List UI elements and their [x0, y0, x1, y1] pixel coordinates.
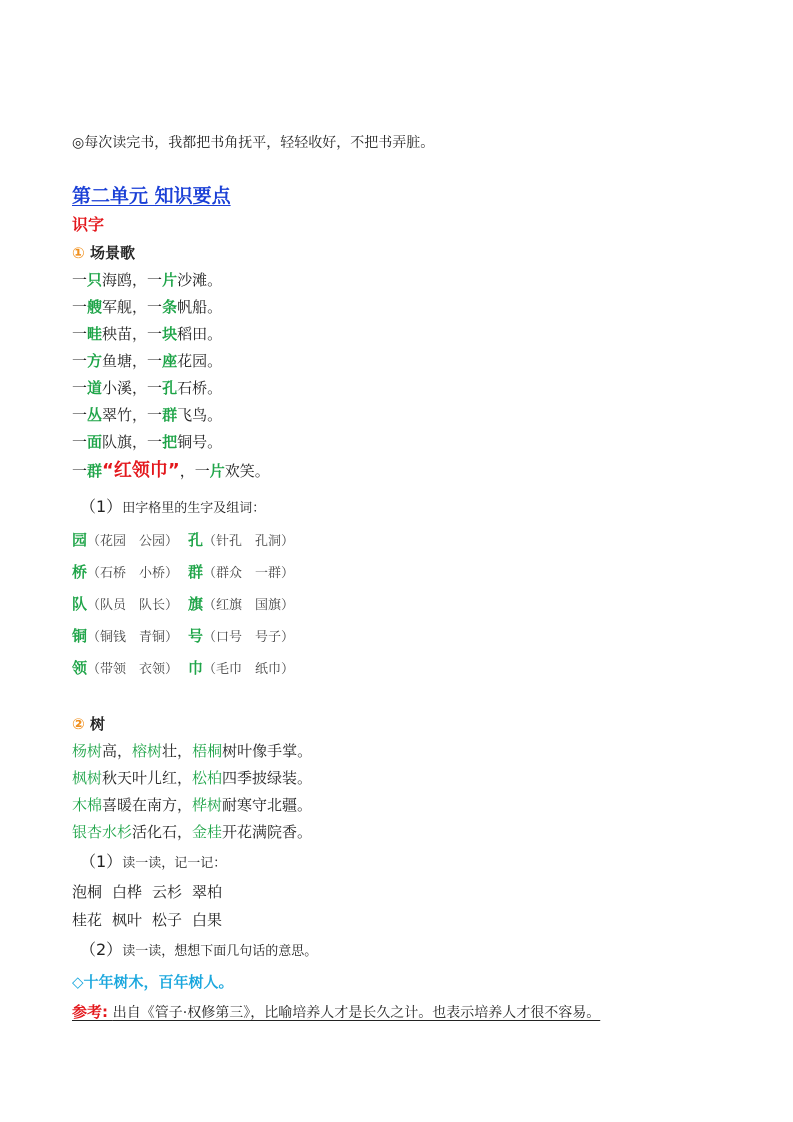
- verse-measure-word: 艘: [87, 298, 103, 316]
- word-examples: （铜钱 青铜）: [87, 630, 179, 645]
- verse-text: 翠竹，: [102, 406, 148, 424]
- word-char: 孔: [188, 531, 204, 549]
- verse-measure-word: 块: [162, 325, 178, 343]
- verse-line-2: [72, 297, 222, 317]
- verse-measure-word: 条: [162, 298, 178, 316]
- tree-name: 梧桐: [192, 742, 223, 760]
- verse-measure-word: 片: [162, 271, 178, 289]
- verse-text: 一: [147, 379, 163, 397]
- word-char: 旗: [188, 595, 204, 613]
- reference-text: 出自《管子·权修第三》，比喻培养人才是长久之计。也表示培养人才很不容易。: [112, 1005, 601, 1021]
- verse-measure-word: 群: [87, 462, 103, 480]
- tree-line-1: [72, 741, 312, 761]
- section1-heading: [72, 243, 135, 263]
- verse-text: 沙滩。: [177, 271, 223, 289]
- section2-question-2: [80, 940, 317, 962]
- read-row-1: [72, 882, 222, 902]
- word-char: 队: [72, 595, 88, 613]
- verse-text: 欢笑。: [224, 462, 270, 480]
- read-word: 枫叶: [112, 911, 143, 929]
- verse-measure-word: 道: [87, 379, 103, 397]
- verse-text: 铜号。: [177, 433, 223, 451]
- tree-text: 活化石，: [132, 823, 193, 841]
- verse-text: 一: [147, 352, 163, 370]
- verse-line-4: [72, 351, 222, 371]
- verse-line-7: [72, 432, 222, 452]
- red-scarf-quote: “红领巾”: [102, 460, 180, 481]
- question-text: 田字格里的生字及组词：: [122, 501, 266, 516]
- word-row-5: [72, 658, 294, 680]
- tree-text: 开花满院香。: [222, 823, 313, 841]
- verse-text: 一: [72, 352, 88, 370]
- verse-text: 一: [72, 325, 88, 343]
- word-examples: （队员 队长）: [87, 598, 179, 613]
- word-char: 桥: [72, 563, 88, 581]
- read-word: 泡桐: [72, 883, 103, 901]
- verse-text: 一: [147, 271, 163, 289]
- tree-name: 枫树: [72, 769, 103, 787]
- tree-name: 桦树: [192, 796, 223, 814]
- word-char: 铜: [72, 627, 88, 645]
- question-number: （1）: [80, 852, 123, 871]
- read-word: 白果: [192, 911, 223, 929]
- section2-heading: [72, 714, 105, 734]
- section1-question-1: [80, 497, 265, 519]
- section1-title: 场景歌: [89, 244, 135, 262]
- section2-title: 树: [89, 715, 105, 733]
- verse-text: 一: [147, 298, 163, 316]
- word-char: 群: [188, 563, 204, 581]
- verse-text: 花园。: [177, 352, 223, 370]
- tree-text: 高，: [102, 742, 133, 760]
- word-row-2: [72, 562, 294, 584]
- verse-measure-word: 孔: [162, 379, 178, 397]
- word-examples: （群众 一群）: [203, 566, 295, 581]
- word-row-4: [72, 626, 294, 648]
- verse-line-3: [72, 324, 222, 344]
- verse-measure-word: 面: [87, 433, 103, 451]
- tree-text: 树叶像手掌。: [222, 742, 313, 760]
- verse-measure-word: 群: [162, 406, 178, 424]
- verse-line-6: [72, 405, 222, 425]
- unit-title: 第二单元 知识要点: [72, 185, 231, 207]
- verse-text: 鱼塘，: [102, 352, 148, 370]
- word-examples: （毛巾 纸巾）: [203, 662, 295, 677]
- question-number: （2）: [80, 940, 123, 959]
- word-char: 园: [72, 531, 88, 549]
- verse-text: 一: [147, 433, 163, 451]
- verse-text: 海鸥，: [102, 271, 148, 289]
- verse-text: 一: [72, 433, 88, 451]
- word-examples: （针孔 孔洞）: [203, 534, 295, 549]
- tree-line-4: [72, 822, 312, 842]
- reference-line: [72, 1002, 600, 1023]
- section1-number: ①: [72, 244, 85, 262]
- word-char: 号: [188, 627, 204, 645]
- word-row-1: [72, 530, 294, 552]
- reference-label: 参考:: [72, 1003, 108, 1021]
- verse-measure-word: 方: [87, 352, 103, 370]
- word-char: 领: [72, 659, 88, 677]
- word-row-3: [72, 594, 294, 616]
- verse-measure-word: 把: [162, 433, 178, 451]
- tree-line-3: [72, 795, 312, 815]
- tree-name: 银杏水杉: [72, 823, 133, 841]
- verse-measure-word: 畦: [87, 325, 103, 343]
- section2-question-1: [80, 852, 226, 874]
- tree-line-2: [72, 768, 312, 788]
- question-text: 读一读，想想下面几句话的意思。: [122, 944, 318, 959]
- word-examples: （石桥 小桥）: [87, 566, 179, 581]
- tree-text: 耐寒守北疆。: [222, 796, 313, 814]
- tree-name: 榕树: [132, 742, 163, 760]
- verse-text: 队旗，: [102, 433, 148, 451]
- verse-text: 一: [72, 379, 88, 397]
- verse-line-5: [72, 378, 222, 398]
- verse-text: 一: [72, 298, 88, 316]
- word-examples: （口号 号子）: [203, 630, 295, 645]
- verse-text: 秧苗，: [102, 325, 148, 343]
- section2-number: ②: [72, 715, 85, 733]
- verse-measure-word: 只: [87, 271, 103, 289]
- question-number: （1）: [80, 497, 123, 516]
- verse-text: ，一: [179, 462, 210, 480]
- verse-measure-word: 丛: [87, 406, 103, 424]
- word-examples: （带领 衣领）: [87, 662, 179, 677]
- verse-text: 一: [72, 406, 88, 424]
- tree-text: 壮，: [162, 742, 193, 760]
- verse-measure-word: 片: [209, 462, 225, 480]
- verse-measure-word: 座: [162, 352, 178, 370]
- read-word: 白桦: [112, 883, 143, 901]
- verse-text: 石桥。: [177, 379, 223, 397]
- verse-text: 军舰，: [102, 298, 148, 316]
- verse-text: 稻田。: [177, 325, 223, 343]
- word-examples: （花园 公园）: [87, 534, 179, 549]
- read-row-2: [72, 910, 222, 930]
- question-text: 读一读，记一记：: [122, 856, 227, 871]
- shizi-label: 识字: [72, 215, 105, 234]
- word-examples: （红旗 国旗）: [203, 598, 295, 613]
- word-char: 巾: [188, 659, 204, 677]
- tree-text: 四季披绿装。: [222, 769, 313, 787]
- verse-text: 帆船。: [177, 298, 223, 316]
- tree-name: 木棉: [72, 796, 103, 814]
- verse-text: 一: [147, 325, 163, 343]
- read-word: 松子: [152, 911, 183, 929]
- tree-name: 松柏: [192, 769, 223, 787]
- read-word: 翠柏: [192, 883, 223, 901]
- verse-text: 一: [72, 462, 88, 480]
- verse-text: 一: [147, 406, 163, 424]
- verse-line-1: [72, 270, 222, 290]
- verse-text: 小溪，: [102, 379, 148, 397]
- read-word: 桂花: [72, 911, 103, 929]
- verse-line-8: [72, 461, 270, 481]
- proverb: ◇十年树木，百年树人。: [72, 973, 234, 991]
- read-word: 云杉: [152, 883, 183, 901]
- tree-name: 杨树: [72, 742, 103, 760]
- verse-text: 一: [72, 271, 88, 289]
- tree-text: 喜暖在南方，: [102, 796, 193, 814]
- tree-text: 秋天叶儿红，: [102, 769, 193, 787]
- verse-text: 飞鸟。: [177, 406, 223, 424]
- tree-name: 金桂: [192, 823, 223, 841]
- intro-line: ◎每次读完书，我都把书角抚平，轻轻收好，不把书弄脏。: [72, 135, 435, 151]
